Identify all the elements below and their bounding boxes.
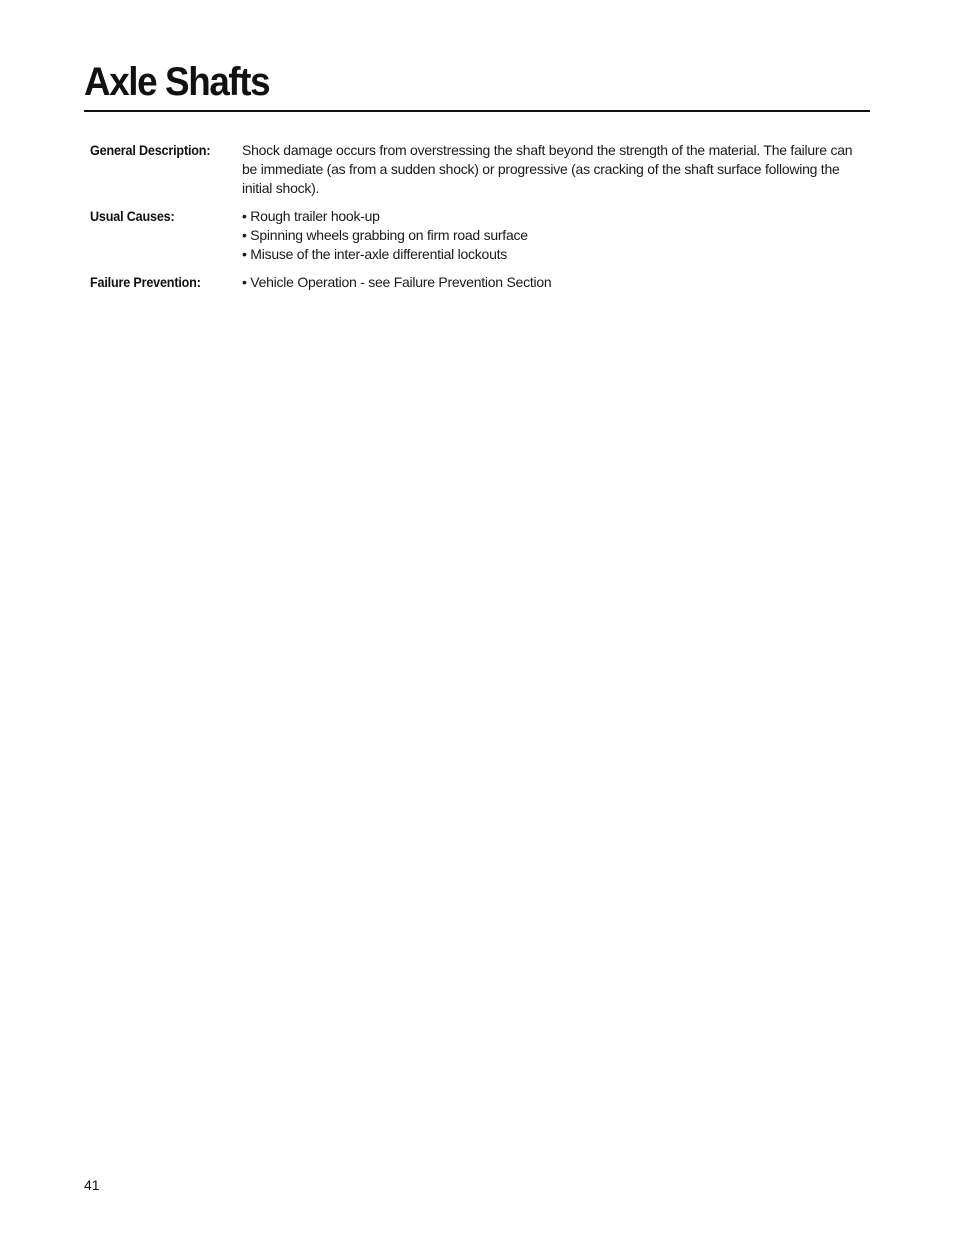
- list-item: • Vehicle Operation - see Failure Prevention Section: [242, 273, 870, 292]
- failure-prevention-list: [242, 273, 870, 292]
- failure-description-table: [90, 141, 870, 301]
- page-number: 41: [84, 1177, 100, 1193]
- general-description-text: [242, 141, 870, 198]
- failure-prevention-label: Failure Prevention:: [90, 274, 201, 290]
- general-description-label: General Description:: [90, 142, 211, 158]
- list-item: • Rough trailer hook-up: [242, 207, 870, 226]
- page-title: Axle Shafts: [84, 60, 270, 104]
- failure-prevention-row: [90, 273, 870, 292]
- usual-causes-label: Usual Causes:: [90, 208, 175, 224]
- usual-causes-list-container: [242, 207, 870, 264]
- list-item: • Misuse of the inter-axle differential lockouts: [242, 245, 870, 264]
- failure-prevention-list-container: [242, 273, 870, 292]
- list-item: • Spinning wheels grabbing on firm road surface: [242, 226, 870, 245]
- usual-causes-list: [242, 207, 870, 264]
- usual-causes-row: [90, 207, 870, 264]
- general-description-row: [90, 141, 870, 198]
- general-description-paragraph: Shock damage occurs from overstressing the shaft beyond the strength of the material. The failure can be immediate (as from a sudden shock) or progressive (as cracking of the shaft surface following the initial shock).: [242, 142, 853, 196]
- title-divider: [84, 110, 870, 112]
